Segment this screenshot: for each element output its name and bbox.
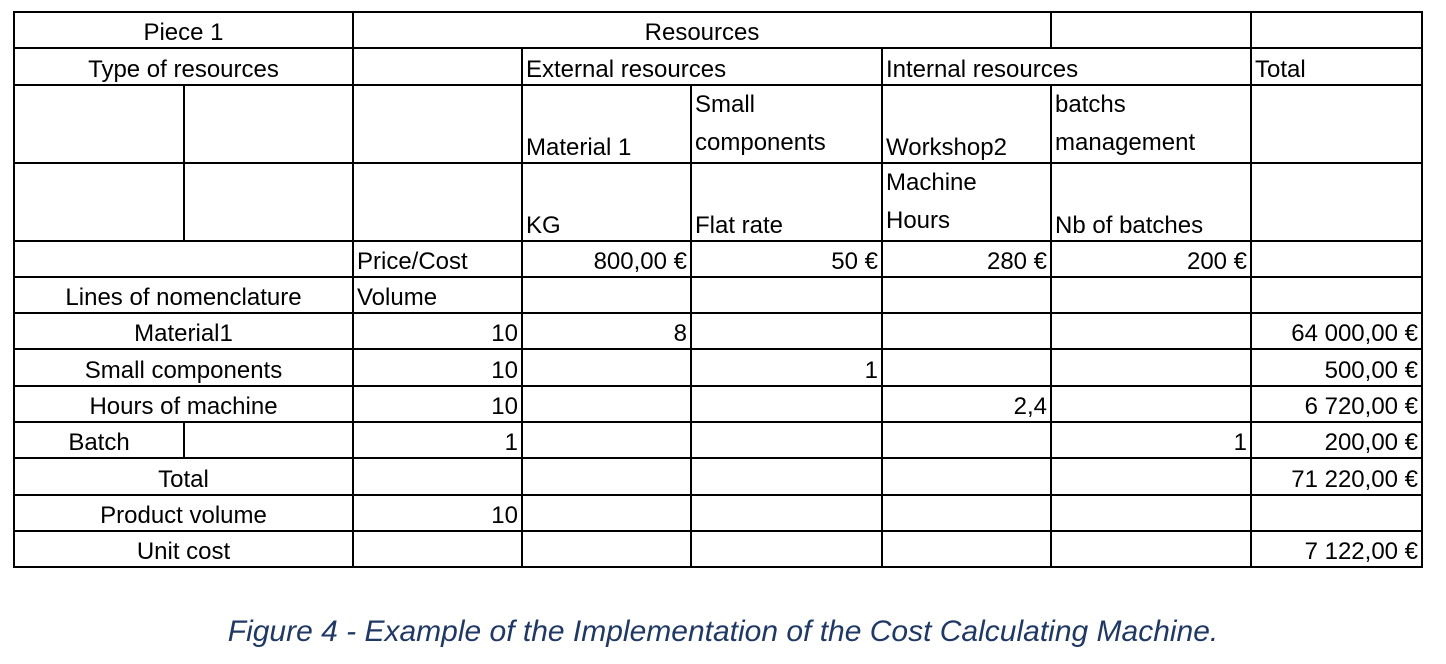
empty-cell <box>691 458 882 494</box>
empty-cell <box>1051 277 1251 313</box>
empty-cell <box>691 277 882 313</box>
empty-cell <box>14 241 353 277</box>
volume-cell: 1 <box>353 422 522 458</box>
lines-of-nomenclature-label: Lines of nomenclature <box>14 277 353 313</box>
qty-cell <box>1051 313 1251 349</box>
qty-cell <box>522 422 691 458</box>
price-cost-label: Price/Cost <box>353 241 522 277</box>
row-label: Small components <box>14 349 353 385</box>
resources-header: Resources <box>353 12 1051 48</box>
empty-cell <box>1251 277 1422 313</box>
table-row <box>14 48 1422 84</box>
empty-cell <box>1251 163 1422 241</box>
empty-cell <box>353 85 522 163</box>
machine-hours-unit: Machine Hours <box>882 163 1051 241</box>
flat-rate-unit: Flat rate <box>691 163 882 241</box>
table-row <box>14 386 1422 422</box>
table-row <box>14 12 1422 48</box>
qty-cell: 1 <box>691 349 882 385</box>
volume-cell: 10 <box>353 349 522 385</box>
unit-cost-value: 7 122,00 € <box>1251 531 1422 567</box>
table-row <box>14 495 1422 531</box>
qty-cell <box>882 349 1051 385</box>
qty-cell: 8 <box>522 313 691 349</box>
price-batchs: 200 € <box>1051 241 1251 277</box>
empty-cell <box>1051 458 1251 494</box>
row-total: 200,00 € <box>1251 422 1422 458</box>
empty-cell <box>353 163 522 241</box>
external-resources-header: External resources <box>522 48 882 84</box>
empty-cell <box>522 531 691 567</box>
empty-cell <box>882 495 1051 531</box>
qty-cell <box>882 313 1051 349</box>
nb-of-batches-unit: Nb of batches <box>1051 163 1251 241</box>
empty-cell <box>882 458 1051 494</box>
piece-cell: Piece 1 <box>14 12 353 48</box>
material-1-header: Material 1 <box>522 85 691 163</box>
empty-cell <box>1051 495 1251 531</box>
product-volume-value: 10 <box>353 495 522 531</box>
empty-cell <box>353 48 522 84</box>
qty-cell: 1 <box>1051 422 1251 458</box>
empty-cell <box>1251 12 1422 48</box>
table-row <box>14 422 1422 458</box>
table-row <box>14 313 1422 349</box>
internal-resources-header: Internal resources <box>882 48 1251 84</box>
row-label: Material1 <box>14 313 353 349</box>
table-row <box>14 85 1422 163</box>
qty-cell <box>522 349 691 385</box>
empty-cell <box>1051 531 1251 567</box>
empty-cell <box>882 531 1051 567</box>
empty-cell <box>353 458 522 494</box>
volume-label: Volume <box>353 277 522 313</box>
table-row <box>14 349 1422 385</box>
empty-cell <box>522 458 691 494</box>
empty-cell <box>184 422 353 458</box>
table-row <box>14 163 1422 241</box>
qty-cell <box>691 422 882 458</box>
qty-cell <box>691 313 882 349</box>
row-total: 500,00 € <box>1251 349 1422 385</box>
workshop2-header: Workshop2 <box>882 85 1051 163</box>
product-volume-label: Product volume <box>14 495 353 531</box>
empty-cell <box>14 85 184 163</box>
price-material-1: 800,00 € <box>522 241 691 277</box>
kg-unit: KG <box>522 163 691 241</box>
qty-cell <box>1051 349 1251 385</box>
type-of-resources-cell: Type of resources <box>14 48 353 84</box>
small-components-header: Small components <box>691 85 882 163</box>
price-workshop2: 280 € <box>882 241 1051 277</box>
total-header: Total <box>1251 48 1422 84</box>
row-total: 64 000,00 € <box>1251 313 1422 349</box>
table-row <box>14 458 1422 494</box>
qty-cell <box>882 422 1051 458</box>
grand-total: 71 220,00 € <box>1251 458 1422 494</box>
empty-cell <box>184 85 353 163</box>
empty-cell <box>1251 241 1422 277</box>
batchs-management-header: batchs management <box>1051 85 1251 163</box>
total-label: Total <box>14 458 353 494</box>
row-label: Batch <box>14 422 184 458</box>
qty-cell <box>522 386 691 422</box>
empty-cell <box>691 531 882 567</box>
qty-cell <box>691 386 882 422</box>
empty-cell <box>691 495 882 531</box>
empty-cell <box>882 277 1051 313</box>
empty-cell <box>522 277 691 313</box>
qty-cell: 2,4 <box>882 386 1051 422</box>
empty-cell <box>353 531 522 567</box>
row-total: 6 720,00 € <box>1251 386 1422 422</box>
table-row <box>14 241 1422 277</box>
empty-cell <box>522 495 691 531</box>
empty-cell <box>184 163 353 241</box>
table-row <box>14 277 1422 313</box>
row-label: Hours of machine <box>14 386 353 422</box>
figure-caption: Figure 4 - Example of the Implementation of the Cost Calculating Machine. <box>227 615 1219 648</box>
qty-cell <box>1051 386 1251 422</box>
volume-cell: 10 <box>353 313 522 349</box>
unit-cost-label: Unit cost <box>14 531 353 567</box>
empty-cell <box>1051 12 1251 48</box>
empty-cell <box>14 163 184 241</box>
cost-table <box>13 11 1423 568</box>
volume-cell: 10 <box>353 386 522 422</box>
empty-cell <box>1251 85 1422 163</box>
price-small-components: 50 € <box>691 241 882 277</box>
table-row <box>14 531 1422 567</box>
empty-cell <box>1251 495 1422 531</box>
